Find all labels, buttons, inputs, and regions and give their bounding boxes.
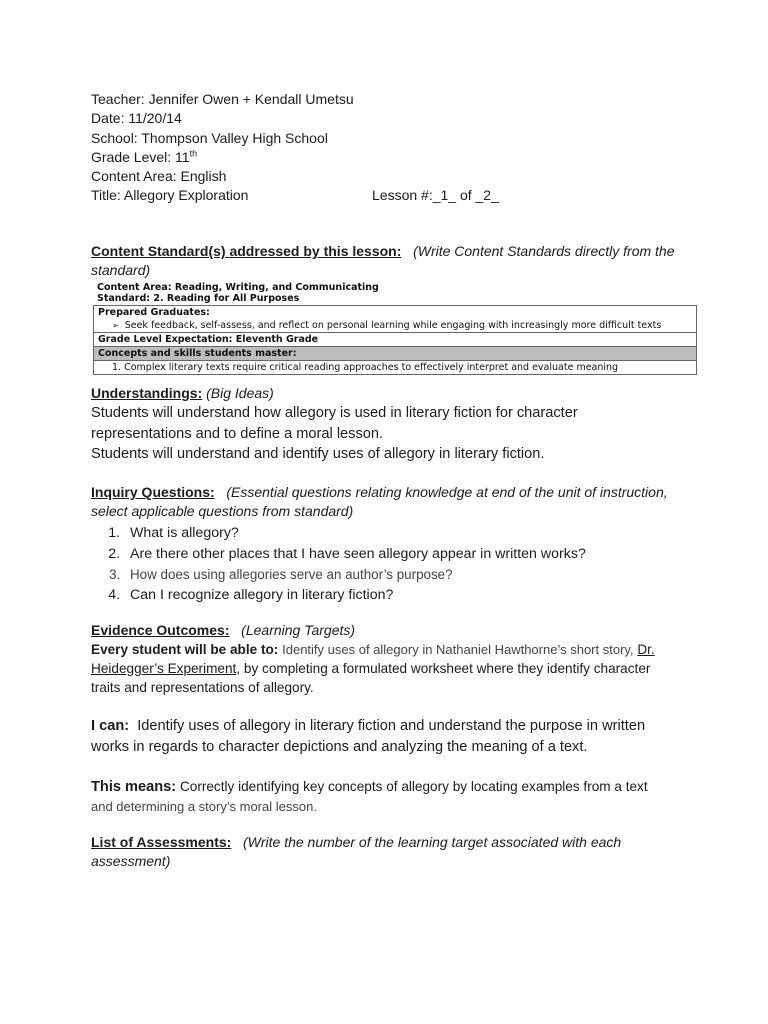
every-student-label: Every student will be able to: (91, 642, 279, 657)
every-student-text: Identify uses of allegory in Nathaniel Hawthorne’s short story, (282, 642, 634, 657)
lesson-header (91, 90, 499, 206)
understandings-note: (Big Ideas) (206, 385, 274, 401)
inquiry-heading (91, 483, 681, 521)
standards-table (93, 282, 697, 375)
lesson-number: Lesson #:_1_ of _2_ (372, 187, 499, 204)
content-standard-heading (91, 242, 681, 280)
evidence-label: Evidence Outcomes: (91, 622, 230, 638)
this-means-text: Correctly identifying key concepts of allegory by locating examples from a text (179, 779, 648, 794)
assessments-label: List of Assessments: (91, 834, 232, 850)
lesson-title: Title: Allegory Exploration (91, 187, 249, 204)
this-means-text-cont: and determining a story’s moral lesson. (91, 799, 317, 814)
title-line (91, 186, 499, 205)
inquiry-question: 4. Can I recognize allegory in literary fiction? (124, 585, 681, 606)
evidence-section (91, 621, 681, 697)
understandings-section (91, 384, 681, 465)
grade-suffix: th (189, 148, 198, 159)
inquiry-question: 3. How does using allegories serve an author’s purpose? (124, 565, 681, 586)
standards-content-area: Content Area: Reading, Writing, and Communicating (97, 282, 379, 293)
date-line: Date: 11/20/14 (91, 110, 182, 127)
inquiry-note: (Essential questions relating knowledge at end of the unit of instruction, select applicable questions from standard) (91, 484, 668, 519)
grade-text: Grade Level: 11 (91, 148, 190, 165)
story-title-link: Dr. Heidegger’s Experiment (91, 642, 655, 676)
standards-standard: Standard: 2. Reading for All Purposes (97, 293, 300, 304)
evidence-heading (91, 621, 681, 640)
this-means-label: This means: (91, 779, 177, 795)
i-can-paragraph (91, 716, 681, 757)
assessments-note: (Write the number of the learning target associated with each assessment) (91, 834, 622, 869)
this-means-paragraph (91, 777, 681, 816)
inquiry-question-list (91, 523, 681, 606)
understanding-2: Students will understand and identify uses of allegory in literary fiction. (91, 446, 545, 462)
grade-expectation: Grade Level Expectation: Eleventh Grade (94, 332, 696, 346)
prepared-graduates-label: Prepared Graduates: (98, 307, 210, 318)
every-student-paragraph (91, 640, 681, 697)
inquiry-label: Inquiry Questions: (91, 484, 215, 500)
this-means-line (91, 777, 681, 797)
content-area-line: Content Area: English (91, 168, 227, 185)
assessments-heading (91, 833, 681, 871)
content-standard-note: (Write Content Standards directly from the standard) (91, 243, 675, 278)
teacher-line: Teacher: Jennifer Owen + Kendall Umetsu (91, 91, 354, 107)
i-can-label: I can: (91, 718, 130, 734)
inquiry-question: 2. Are there other places that I have seen allegory appear in written works? (124, 544, 681, 565)
every-student-text-cont: , by completing a formulated worksheet where they identify character traits and representations of allegory. (91, 661, 651, 695)
standards-box (93, 305, 697, 375)
concepts-item: 1. Complex literary texts require critical reading approaches to effectively interpret and evaluate meaning (94, 360, 696, 374)
understandings-label: Understandings: (91, 385, 203, 401)
grade-line (91, 148, 354, 167)
evidence-note: (Learning Targets) (241, 622, 356, 638)
school-line: School: Thompson Valley High School (91, 129, 328, 146)
inquiry-question: 1. What is allegory? (124, 523, 681, 544)
concepts-label: Concepts and skills students master: (94, 346, 696, 360)
inquiry-section (91, 483, 681, 606)
i-can-text: Identify uses of allegory in literary fiction and understand the purpose in written works in regards to character depictions and analyzing the meaning of a text. (91, 718, 646, 755)
understandings-heading (91, 384, 681, 403)
understanding-1: Students will understand how allegory is used in literary fiction for character representations and to define a moral lesson. (91, 405, 578, 442)
prepared-graduates-item: ➢ Seek feedback, self-assess, and reflect on personal learning while engaging with increasingly more difficult texts (94, 319, 696, 332)
content-standard-label: Content Standard(s) addressed by this lesson: (91, 243, 402, 259)
